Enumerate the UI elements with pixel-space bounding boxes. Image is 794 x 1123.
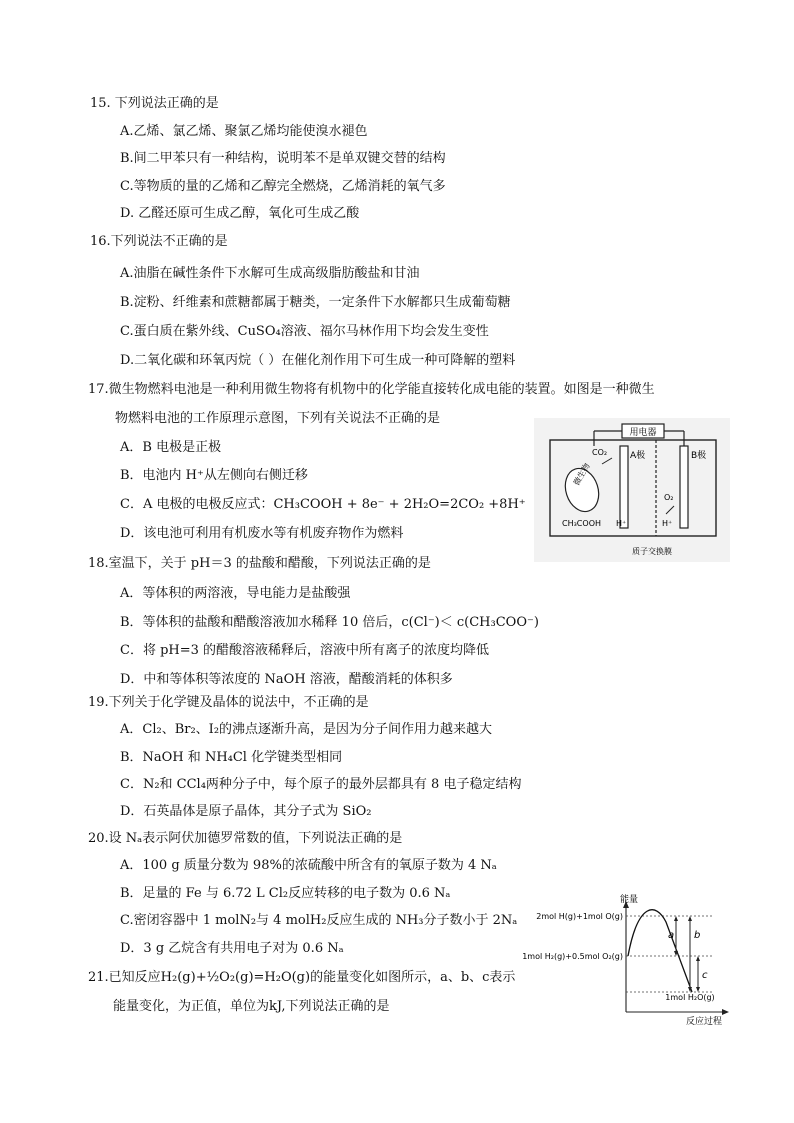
q21-stem-line2: 能量变化，为正值，单位为kJ,下列说法正确的是 [113,999,390,1014]
q16-option-d: D.二氧化碳和环氧丙烷（ ）在催化剂作用下可生成一种可降解的塑料 [120,353,516,368]
q19-option-a: A．Cl₂、Br₂、I₂的沸点逐渐升高，是因为分子间作用力越来越大 [120,722,493,737]
device-label: 用电器 [629,428,657,438]
q20-option-d: D．3 g 乙烷含有共用电子对为 0.6 Nₐ [120,941,344,956]
fuel-cell-figure [534,418,730,562]
q19-option-c: C．N₂和 CCl₄两种分子中，每个原子的最外层都具有 8 电子稳定结构 [120,777,522,792]
ch3cooh-label: CH₃COOH [562,519,602,528]
q15-option-c: C.等物质的量的乙烯和乙醇完全燃烧，乙烯消耗的氧气多 [120,179,446,194]
q16-option-b: B.淀粉、纤维素和蔗糖都属于糖类，一定条件下水解都只生成葡萄糖 [120,295,511,310]
q18-option-c: C．将 pH=3 的醋酸溶液稀释后，溶液中所有离子的浓度均降低 [120,643,490,658]
q15-option-b: B.间二甲苯只有一种结构，说明苯不是单双键交替的结构 [120,151,446,166]
q15-stem: 15. 下列说法正确的是 [90,96,219,111]
electrode-b [680,446,688,528]
q17-option-b: B．电池内 H⁺从左侧向右侧迁移 [120,468,308,483]
q17-option-d: D．该电池可利用有机废水等有机废弃物作为燃料 [120,526,404,541]
q17-stem-line2: 物燃料电池的工作原理示意图，下列有关说法不正确的是 [115,411,441,426]
q18-option-a: A．等体积的两溶液，导电能力是盐酸强 [120,586,351,601]
q19-option-d: D．石英晶体是原子晶体，其分子式为 SiO₂ [120,804,372,819]
q16-option-a: A.油脂在碱性条件下水解可生成高级脂肪酸盐和甘油 [120,266,420,281]
h-right-label: H⁺ [662,519,673,528]
q21-stem-line1: 21.已知反应H₂(g)+½O₂(g)=H₂O(g)的能量变化如图所示，a、b、c表示 [88,970,516,985]
q18-option-d: D．中和等体积等浓度的 NaOH 溶液，醋酸消耗的体积多 [120,672,453,687]
microbe-label: 微生物 [571,461,592,487]
a-pole-label: A极 [630,451,646,461]
o2-label: O₂ [664,493,674,502]
q17-stem-line1: 17.微生物燃料电池是一种利用微生物将有机物中的化学能直接转化成电能的装置。如图是一种微生 [88,382,655,397]
level-top-label: 2mol H(g)+1mol O(g) [536,912,623,921]
q18-option-b: B．等体积的盐酸和醋酸溶液加水稀释 10 倍后，c(Cl⁻)＜ c(CH₃COO⁻) [120,615,539,630]
label-c: c [702,970,708,981]
x-axis-label: 反应过程 [685,1017,723,1027]
label-a: a [668,930,675,941]
electrode-a [620,446,628,528]
q15-option-a: A.乙烯、氯乙烯、聚氯乙烯均能使溴水褪色 [120,124,368,139]
q17-option-a: A．B 电极是正极 [120,440,222,455]
q20-option-a: A．100 g 质量分数为 98%的浓硫酸中所含有的氧原子数为 4 Nₐ [120,858,497,873]
level-bottom-label: 1mol H₂O(g) [665,993,715,1002]
level-mid-label: 1mol H₂(g)+0.5mol O₂(g) [522,952,623,961]
q16-option-c: C.蛋白质在紫外线、CuSO₄溶液、福尔马林作用下均会发生变性 [120,324,489,339]
membrane-label: 质子交换膜 [632,547,672,556]
q19-stem: 19.下列关于化学键及晶体的说法中，不正确的是 [88,695,369,710]
q20-option-c: C.密闭容器中 1 molN₂与 4 molH₂反应生成的 NH₃分子数小于 2Nₐ [120,913,518,928]
x-axis-arrow [722,1009,729,1015]
q15-option-d: D. 乙醛还原可生成乙醇，氧化可生成乙酸 [120,206,360,221]
q19-option-b: B．NaOH 和 NH₄Cl 化学键类型相同 [120,750,343,765]
q16-stem: 16.下列说法不正确的是 [90,234,228,249]
energy-diagram [516,892,732,1028]
co2-label: CO₂ [592,448,608,457]
q20-option-b: B．足量的 Fe 与 6.72 L Cl₂反应转移的电子数为 0.6 Nₐ [120,886,451,901]
b-pole-label: B极 [691,451,707,461]
energy-curve [628,910,692,992]
q20-stem: 20.设 Nₐ表示阿伏加德罗常数的值，下列说法正确的是 [88,831,403,846]
y-axis-label: 能量 [620,895,639,905]
label-b: b [694,930,701,941]
h-left-label: H⁺ [616,519,627,528]
q17-option-c: C．A 电极的电极反应式：CH₃COOH + 8e⁻ + 2H₂O=2CO₂ +8H⁺ [120,497,526,512]
q18-stem: 18.室温下，关于 pH＝3 的盐酸和醋酸，下列说法正确的是 [88,556,431,571]
